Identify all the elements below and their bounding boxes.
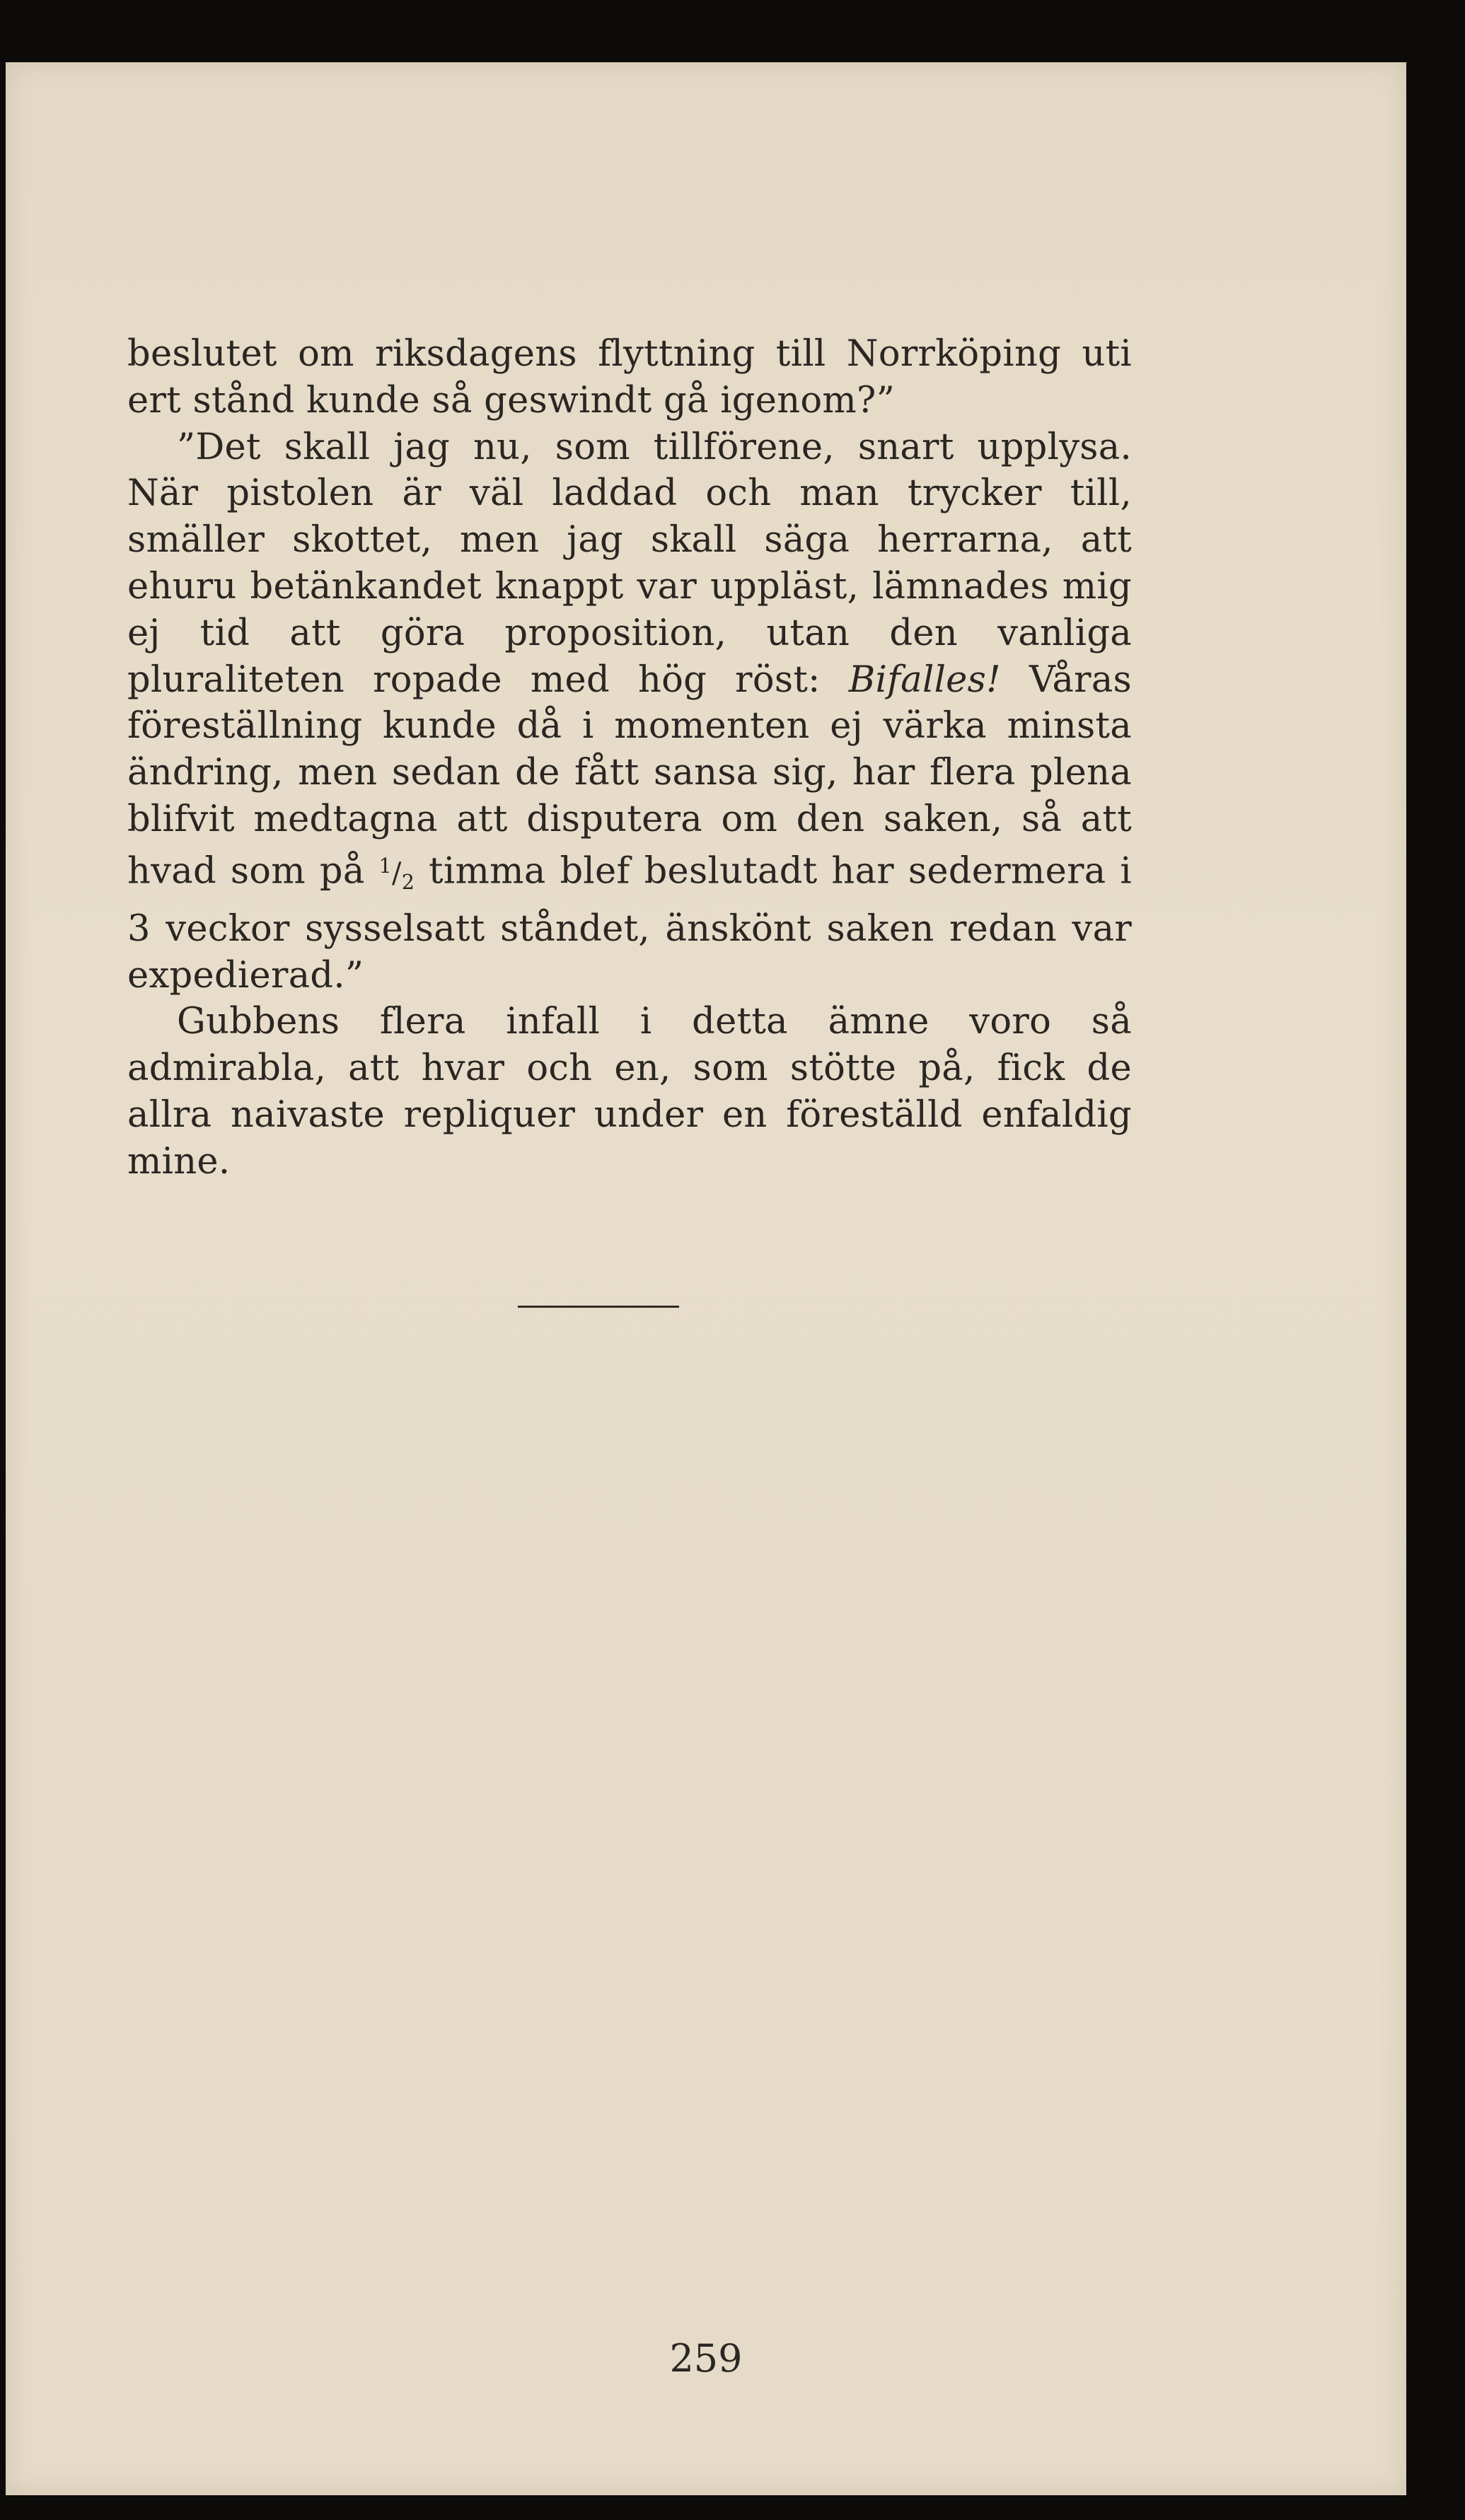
paragraph-2-part-1: ”Det skall jag nu, som tillförene, snart upplysa. När pistolen är väl laddad och man trycker till, smäller skottet, men jag skall säga herrarna, att ehuru betänkandet knappt var uppläst, lämnades mig ej tid att göra proposition, utan den vanliga pluraliteten ropade med hög röst: <box>127 426 1132 701</box>
paragraph-2 <box>127 424 1132 999</box>
section-divider-rule <box>518 1306 679 1308</box>
italic-exclamation: Bifalles! <box>848 658 1001 701</box>
page-number: 259 <box>669 2336 743 2381</box>
body-text <box>127 331 1132 1185</box>
fraction-numerator: 1 <box>378 853 392 878</box>
paragraph-3: Gubbens flera infall i detta ämne voro så admirabla, att hvar och en, som stötte på, fick de allra naivaste repliquer under en föreställd enfaldig mine. <box>127 1001 1132 1183</box>
half-fraction: $^1/_2$ <box>378 853 415 894</box>
paragraph-1: beslutet om riksdagens flyttning till Norrköping uti ert stånd kunde så geswindt gå igenom?” <box>127 333 1132 422</box>
book-page <box>6 62 1406 2495</box>
fraction-denominator: 2 <box>401 869 415 894</box>
paragraph-2-part-2: Våras föreställning kunde då i momenten ej värka minsta ändring, men sedan de fått sansa sig, har flera plena blifvit medtagna att disputera om den saken, så att hvad som på <box>127 658 1133 893</box>
paragraph-2-part-3: timma blef beslutadt har sedermera i 3 veckor sysselsatt ståndet, änskönt saken redan var expedierad.” <box>127 850 1132 997</box>
